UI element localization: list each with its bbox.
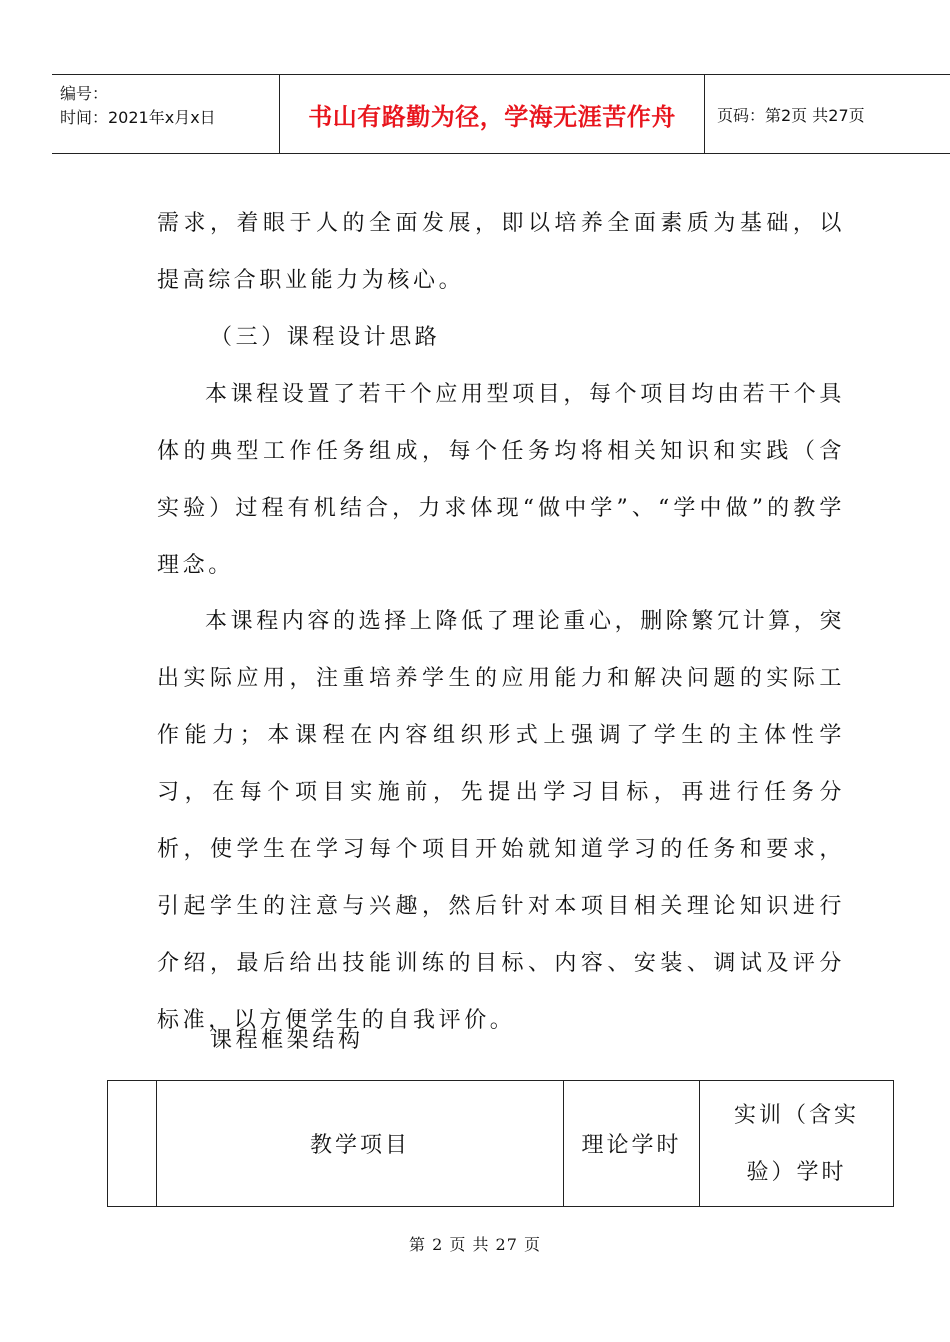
table-header-index bbox=[108, 1081, 157, 1206]
header-meta bbox=[52, 75, 280, 153]
header-page-info: 页码：第2页 共27页 bbox=[717, 105, 865, 125]
page-footer: 第 2 页 共 27 页 bbox=[409, 1235, 541, 1254]
header-motto: 书山有路勤为径，学海无涯苦作舟 bbox=[280, 75, 705, 153]
page-header bbox=[52, 74, 950, 154]
table-header-practice-hours: 实训（含实验）学时 bbox=[733, 1102, 859, 1185]
document-number-label: 编号： bbox=[60, 84, 109, 103]
document-date: 时间：2021年x月x日 bbox=[60, 108, 216, 127]
table-header-project: 教学项目 bbox=[157, 1081, 564, 1206]
paragraph-3: 本课程内容的选择上降低了理论重心，删除繁冗计算，突出实际应用，注重培养学生的应用能力和解决问题的实际工作能力；本课程在内容组织形式上强调了学生的主体性学习，在每个项目实施前，先提出学习目标，再进行任务分析，使学生在学习每个项目开始就知道学习的任务和要求，引起学生的注意与兴趣，然后针对本项目相关理论知识进行介绍，最后给出技能训练的目标、内容、安装、调试及评分标准，以方便学生的自我评价。 bbox=[157, 609, 846, 1033]
table-header-theory-hours: 理论学时 bbox=[564, 1081, 700, 1206]
paragraph-2: 本课程设置了若干个应用型项目，每个项目均由若干个具体的典型工作任务组成，每个任务均将相关知识和实践（含实验）过程有机结合，力求体现“做中学”、“学中做”的教学理念。 bbox=[157, 382, 846, 578]
course-framework-table bbox=[107, 1080, 894, 1207]
paragraph-1: 需求，着眼于人的全面发展，即以培养全面素质为基础，以提高综合职业能力为核心。 bbox=[157, 211, 845, 293]
section-heading-3: （三）课程设计思路 bbox=[210, 325, 441, 350]
table-caption: 课程框架结构 bbox=[210, 1028, 364, 1053]
